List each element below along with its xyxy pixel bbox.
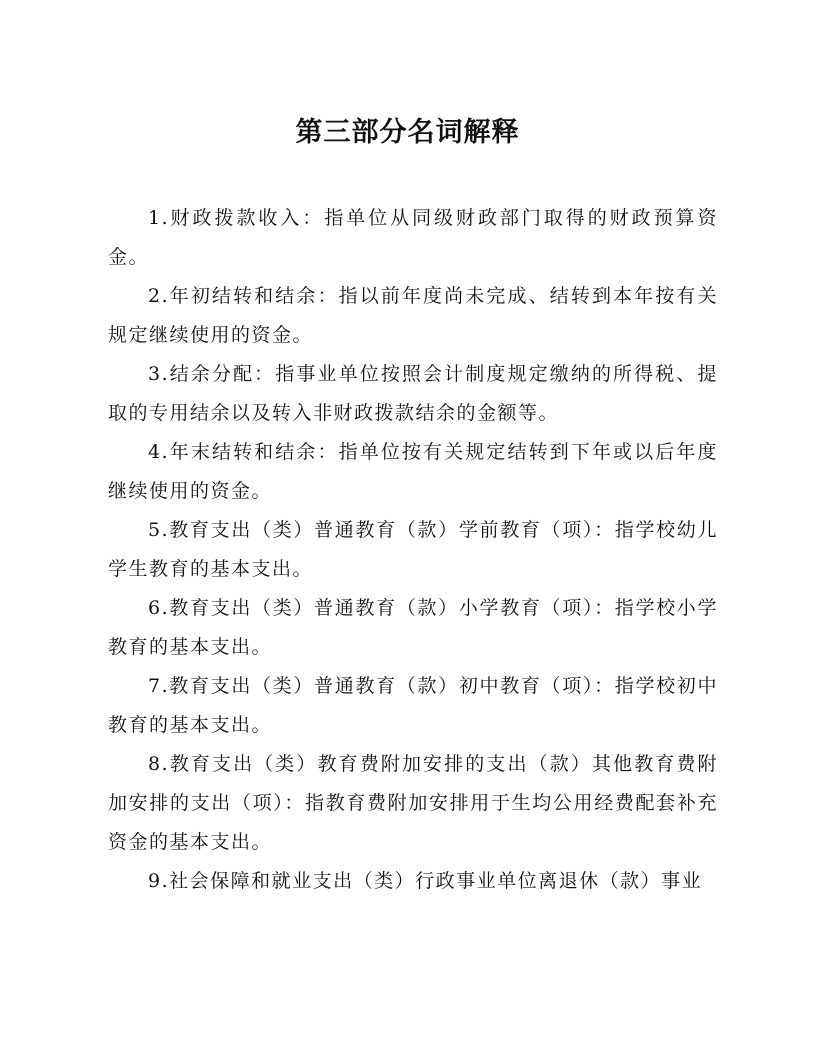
- page-title: 第三部分名词解释: [295, 117, 520, 148]
- term-item: 6.教育支出（类）普通教育（款）小学教育（项）：指学校小学教育的基本支出。: [108, 597, 718, 658]
- term-item: 9.社会保障和就业支出（类）行政事业单位离退休（款）事业: [148, 870, 703, 892]
- term-item: 1.财政拨款收入：指单位从同级财政部门取得的财政预算资金。: [108, 207, 718, 268]
- term-item: 7.教育支出（类）普通教育（款）初中教育（项）：指学校初中教育的基本支出。: [108, 675, 718, 736]
- term-item: 3.结余分配：指事业单位按照会计制度规定缴纳的所得税、提取的专用结余以及转入非财政拨款结余的金额等。: [108, 363, 718, 424]
- term-item: 4.年末结转和结余：指单位按有关规定结转到下年或以后年度继续使用的资金。: [108, 441, 718, 502]
- term-list: [108, 199, 718, 901]
- term-item: 5.教育支出（类）普通教育（款）学前教育（项）：指学校幼儿学生教育的基本支出。: [108, 519, 718, 580]
- term-item: 2.年初结转和结余：指以前年度尚未完成、结转到本年按有关规定继续使用的资金。: [108, 285, 718, 346]
- term-item: 8.教育支出（类）教育费附加安排的支出（款）其他教育费附加安排的支出（项）：指教育费附加安排用于生均公用经费配套补充资金的基本支出。: [108, 753, 718, 853]
